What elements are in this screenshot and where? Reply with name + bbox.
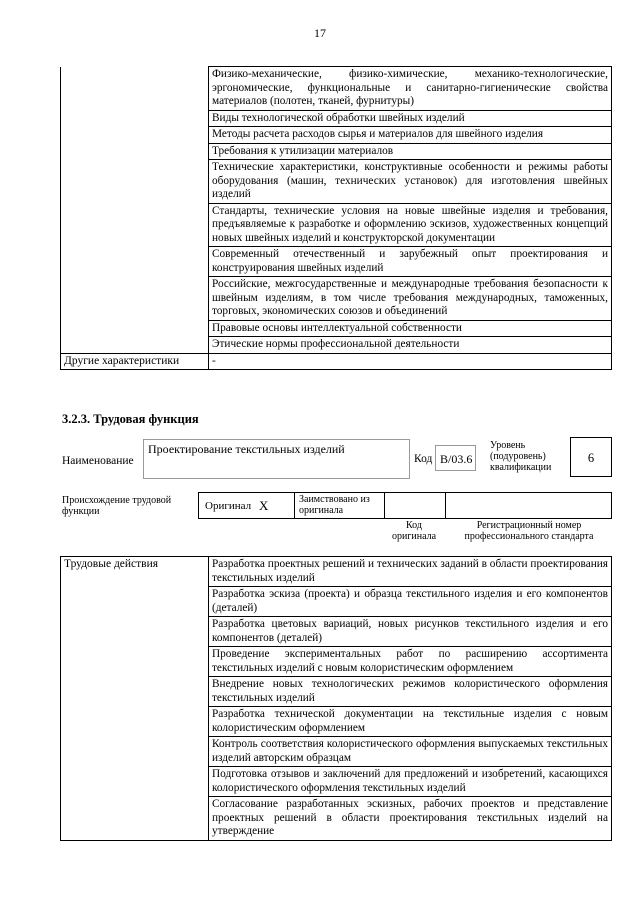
name-label: Наименование [62, 455, 134, 467]
level-value: 6 [587, 451, 595, 465]
reg-number-caption: Регистрационный номер профессионального стандарта [464, 520, 594, 542]
table-row [61, 557, 612, 587]
original-label: Оригинал [205, 500, 252, 512]
knowledge-item: Стандарты, технические условия на новые швейные изделия и требования, предъявляемые к разработке и оформлению эскизов, художественных концепций новых швейных изделий и конструкторской документации [209, 203, 612, 247]
labor-actions-table [60, 556, 612, 841]
other-characteristics-value: - [209, 353, 612, 370]
name-value: Проектирование текстильных изделий [148, 442, 345, 456]
borrowed-label: Заимствовано из оригинала [299, 494, 370, 516]
original-mark: X [259, 498, 269, 513]
section-title: 3.2.3. Трудовая функция [62, 412, 199, 426]
labor-action-item: Разработка проектных решений и технических заданий в области проектирования текстильных изделий [209, 557, 612, 587]
labor-action-item: Проведение экспериментальных работ по расширению ассортимента текстильных изделий с новым колористическим оформлением [209, 647, 612, 677]
knowledge-table [60, 66, 612, 370]
name-value-box [143, 439, 410, 479]
table-row [61, 353, 612, 370]
code-original-caption: Код оригинала [391, 520, 437, 542]
code-label: Код [414, 453, 433, 465]
knowledge-item: Этические нормы профессиональной деятельности [209, 337, 612, 354]
knowledge-item: Российские, межгосударственные и международные требования безопасности к швейным изделиям, в том числе требования международных, таможенных, торговых, экономических союзов и объединений [209, 277, 612, 321]
table-row [61, 67, 612, 111]
labor-action-item: Согласование разработанных эскизных, рабочих проектов и представление проектных решений в области проектирования текстильных изделий на утверждение [209, 797, 612, 841]
labor-action-item: Контроль соответствия колористического оформления выпускаемых текстильных изделий авторским образцам [209, 737, 612, 767]
knowledge-item: Физико-механические, физико-химические, механико-технологические, эргономические, функциональные и санитарно-гигиенические свойства материалов (полотен, тканей, фурнитуры) [209, 67, 612, 111]
other-characteristics-label: Другие характеристики [61, 353, 209, 370]
knowledge-item: Технические характеристики, конструктивные особенности и режимы работы оборудования (машин, технических установок) для изготовления швейных изделий [209, 160, 612, 204]
code-value-box [435, 445, 476, 471]
origin-box [198, 492, 612, 519]
knowledge-item: Требования к утилизации материалов [209, 143, 612, 160]
labor-action-item: Разработка цветовых вариаций, новых рисунков текстильного изделия и его компонентов (деталей) [209, 617, 612, 647]
labor-action-item: Разработка технической документации на текстильные изделия с новым колористическим оформлением [209, 707, 612, 737]
level-label: Уровень (подуровень) квалификации [490, 440, 552, 473]
labor-action-item: Внедрение новых технологических режимов колористического оформления текстильных изделий [209, 677, 612, 707]
knowledge-item: Современный отечественный и зарубежный опыт проектирования и конструирования швейных изделий [209, 247, 612, 277]
level-value-box [570, 437, 612, 477]
knowledge-label-cell [61, 67, 209, 354]
page-number: 17 [314, 26, 326, 40]
knowledge-item: Методы расчета расходов сырья и материалов для швейного изделия [209, 127, 612, 144]
knowledge-item: Правовые основы интеллектуальной собственности [209, 320, 612, 337]
code-value: B/03.6 [440, 452, 473, 466]
origin-label: Происхождение трудовой функции [62, 495, 172, 517]
labor-action-item: Подготовка отзывов и заключений для предложений и изобретений, касающихся колористического оформления текстильных изделий [209, 767, 612, 797]
labor-action-item: Разработка эскиза (проекта) и образца текстильного изделия и его компонентов (деталей) [209, 587, 612, 617]
knowledge-item: Виды технологической обработки швейных изделий [209, 110, 612, 127]
labor-actions-label: Трудовые действия [61, 557, 209, 841]
